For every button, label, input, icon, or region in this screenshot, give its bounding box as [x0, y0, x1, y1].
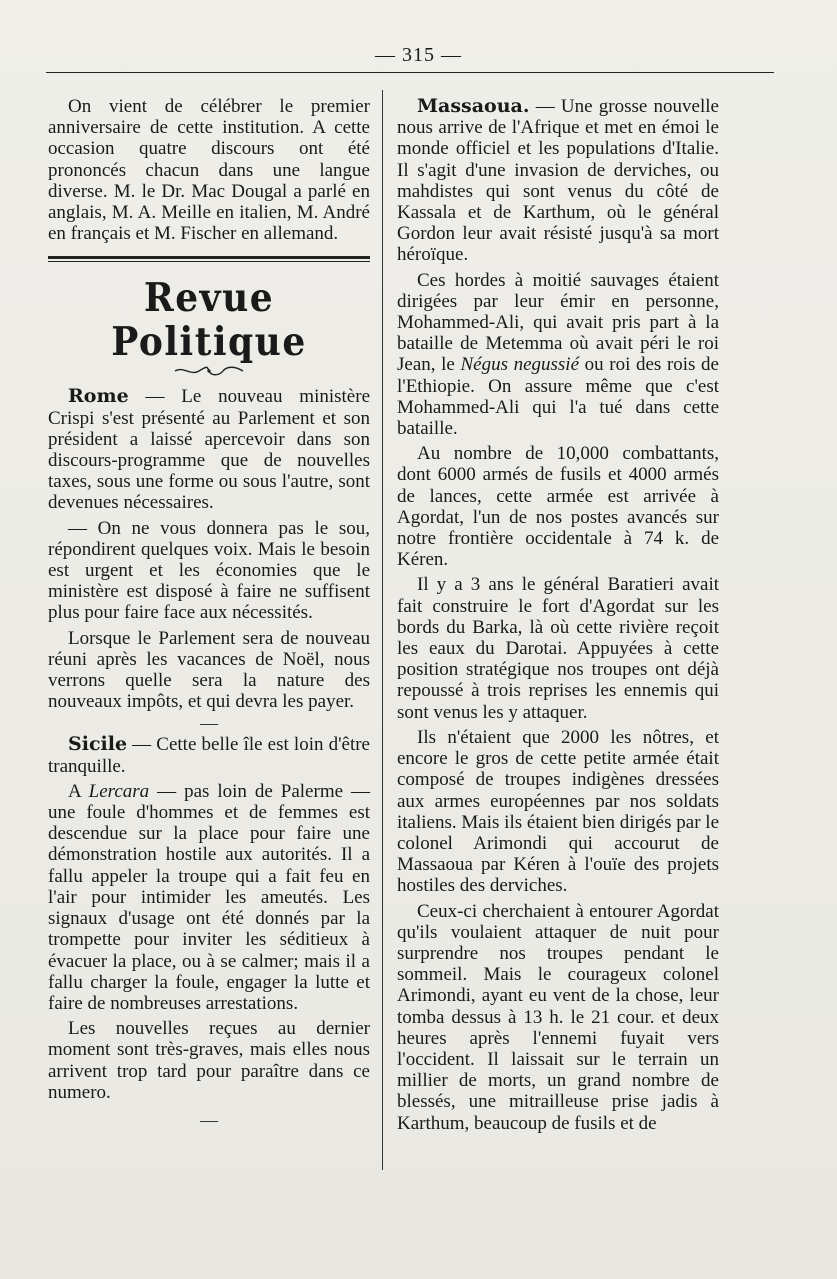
combattants-paragraph: Au nombre de 10,000 combattants, dont 6000 armés de fusils et 4000 armés de lances, cette armée est arrivée à Agordat, l'un de nos postes avancés sur notre frontière occidentale à 74 k. de Kéren. [397, 443, 719, 571]
hordes-paragraph [397, 270, 719, 440]
section-rule-thick [48, 256, 370, 259]
hordes-text-end: ou roi des rois de l'Ethiopie. On assure même que c'est Mohammed-Ali qui l'a tué dans cette bataille. [397, 354, 719, 440]
negus-title: Négus negussié [460, 354, 580, 376]
massaoua-text: — Une grosse nouvelle nous arrive de l'Afrique et met en émoi le monde officiel et les populations d'Italie. Il s'agit d'une invasion de derviches, ou mahdistes qui sont venus du côté de Kassala et de Karthum, où le général Gordon leur avait résisté jusqu'à sa mort héroïque. [397, 96, 719, 266]
lercara-paragraph [48, 781, 370, 1014]
rome-paragraph [48, 386, 370, 513]
hordes-text: Ces hordes à moitié sauvages étaient dirigées par leur émir en personne, Mohammed-Ali, qui avait pris part à la bataille de Metemma où avait péri le roi Jean, le [397, 269, 719, 376]
sicile-kicker: Sicile [68, 733, 128, 756]
end-mark: — [200, 1109, 218, 1130]
rome-paragraph-2: — On ne vous donnera pas le sou, répondirent quelques voix. Mais le besoin est urgent et les économies que le ministère est disposé à faire ne suffisent plus pour faire face aux nécessités. [48, 517, 370, 624]
left-column [48, 96, 370, 1131]
column-divider [382, 90, 383, 1170]
rome-kicker: Rome [68, 385, 129, 408]
last-news-paragraph: Les nouvelles reçues au dernier moment sont très-graves, mais elles nous arrivent trop tard pour paraître dans ce numero. [48, 1018, 370, 1103]
sicile-paragraph [48, 734, 370, 776]
page-number: — 315 — [375, 44, 462, 66]
section-title: Revue Politique [111, 275, 307, 366]
header-rule [46, 72, 774, 73]
sicile-text: — Cette belle île est loin d'être tranquille. [48, 734, 370, 777]
separator-dash: — [200, 713, 218, 734]
right-column [397, 96, 719, 1138]
section-rule-thin [48, 261, 370, 262]
rome-paragraph-3: Lorsque le Parlement sera de nouveau réuni après les vacances de Noël, nous verrons quelle sera la nature des nouveaux impôts, et qui devra les payer. [48, 627, 370, 713]
rome-text: — Le nouveau ministère Crispi s'est présenté au Parlement et son président a laissé apercevoir dans son discours-programme que de nouvelles taxes, sous une forme ou sous l'autre, sont devenues nécessaires. [48, 386, 370, 514]
lercara-prefix: A [68, 780, 89, 802]
intro-paragraph: On vient de célébrer le premier anniversaire de cette institution. A cette occasion quatre discours ont été prononcés chacun dans une langue diverse. M. le Dr. Mac Dougal a parlé en anglais, M. A. Meille en italien, M. André en français et M. Fischer en allemand. [48, 96, 370, 245]
ornament-flourish [173, 364, 245, 378]
massaoua-kicker: Massaoua. [417, 95, 530, 117]
notres-paragraph: Ils n'étaient que 2000 les nôtres, et encore le gros de cette petite armée était composé de troupes indigènes dressées aux armes européennes par nos soldats italiens. Mais ils étaient bien dirigés par le colonel Arimondi qui accourut de Massaoua par Kéren à l'ouïe des projets hostiles des derviches. [397, 726, 719, 897]
lercara-text: — pas loin de Palerme — une foule d'hommes et de femmes est descendue sur la place pour faire une démonstration hostile aux autorités. Il a fallu appeler la troupe qui a fait feu en l'air pour intimider les ameutés. Les signaux d'usage ont été donnés par la trompette pour inviter les séditieux à évacuer la place, ou à se calmer; mais il a fallu charger la foule, engager la lutte et faire de nombreuses arrestations. [48, 780, 370, 1014]
massaoua-paragraph [397, 96, 719, 266]
agordat-paragraph: Ceux-ci cherchaient à entourer Agordat qu'ils voulaient attaquer de nuit pour surprendre nos troupes pendant le sommeil. Mais le courageux colonel Arimondi, ayant eu vent de la chose, leur tomba dessus à 13 h. le 21 cour. et deux heures après l'ennemi fuyait vers l'occident. Il laissait sur le terrain un millier de morts, un grand nombre de blessés, une mitrailleuse prise jadis à Karthum, beaucoup de fusils et de [397, 900, 719, 1134]
lercara-place: Lercara [88, 780, 150, 802]
baratieri-paragraph: Il y a 3 ans le général Baratieri avait fait construire le fort d'Agordat sur les bords du Barka, là où cette rivière reçoit les eaux du Darotai. Appuyées à cette position stratégique nos troupes ont déjà repoussé à trois reprises les ennemis qui sont venus les y attaquer. [397, 574, 719, 723]
